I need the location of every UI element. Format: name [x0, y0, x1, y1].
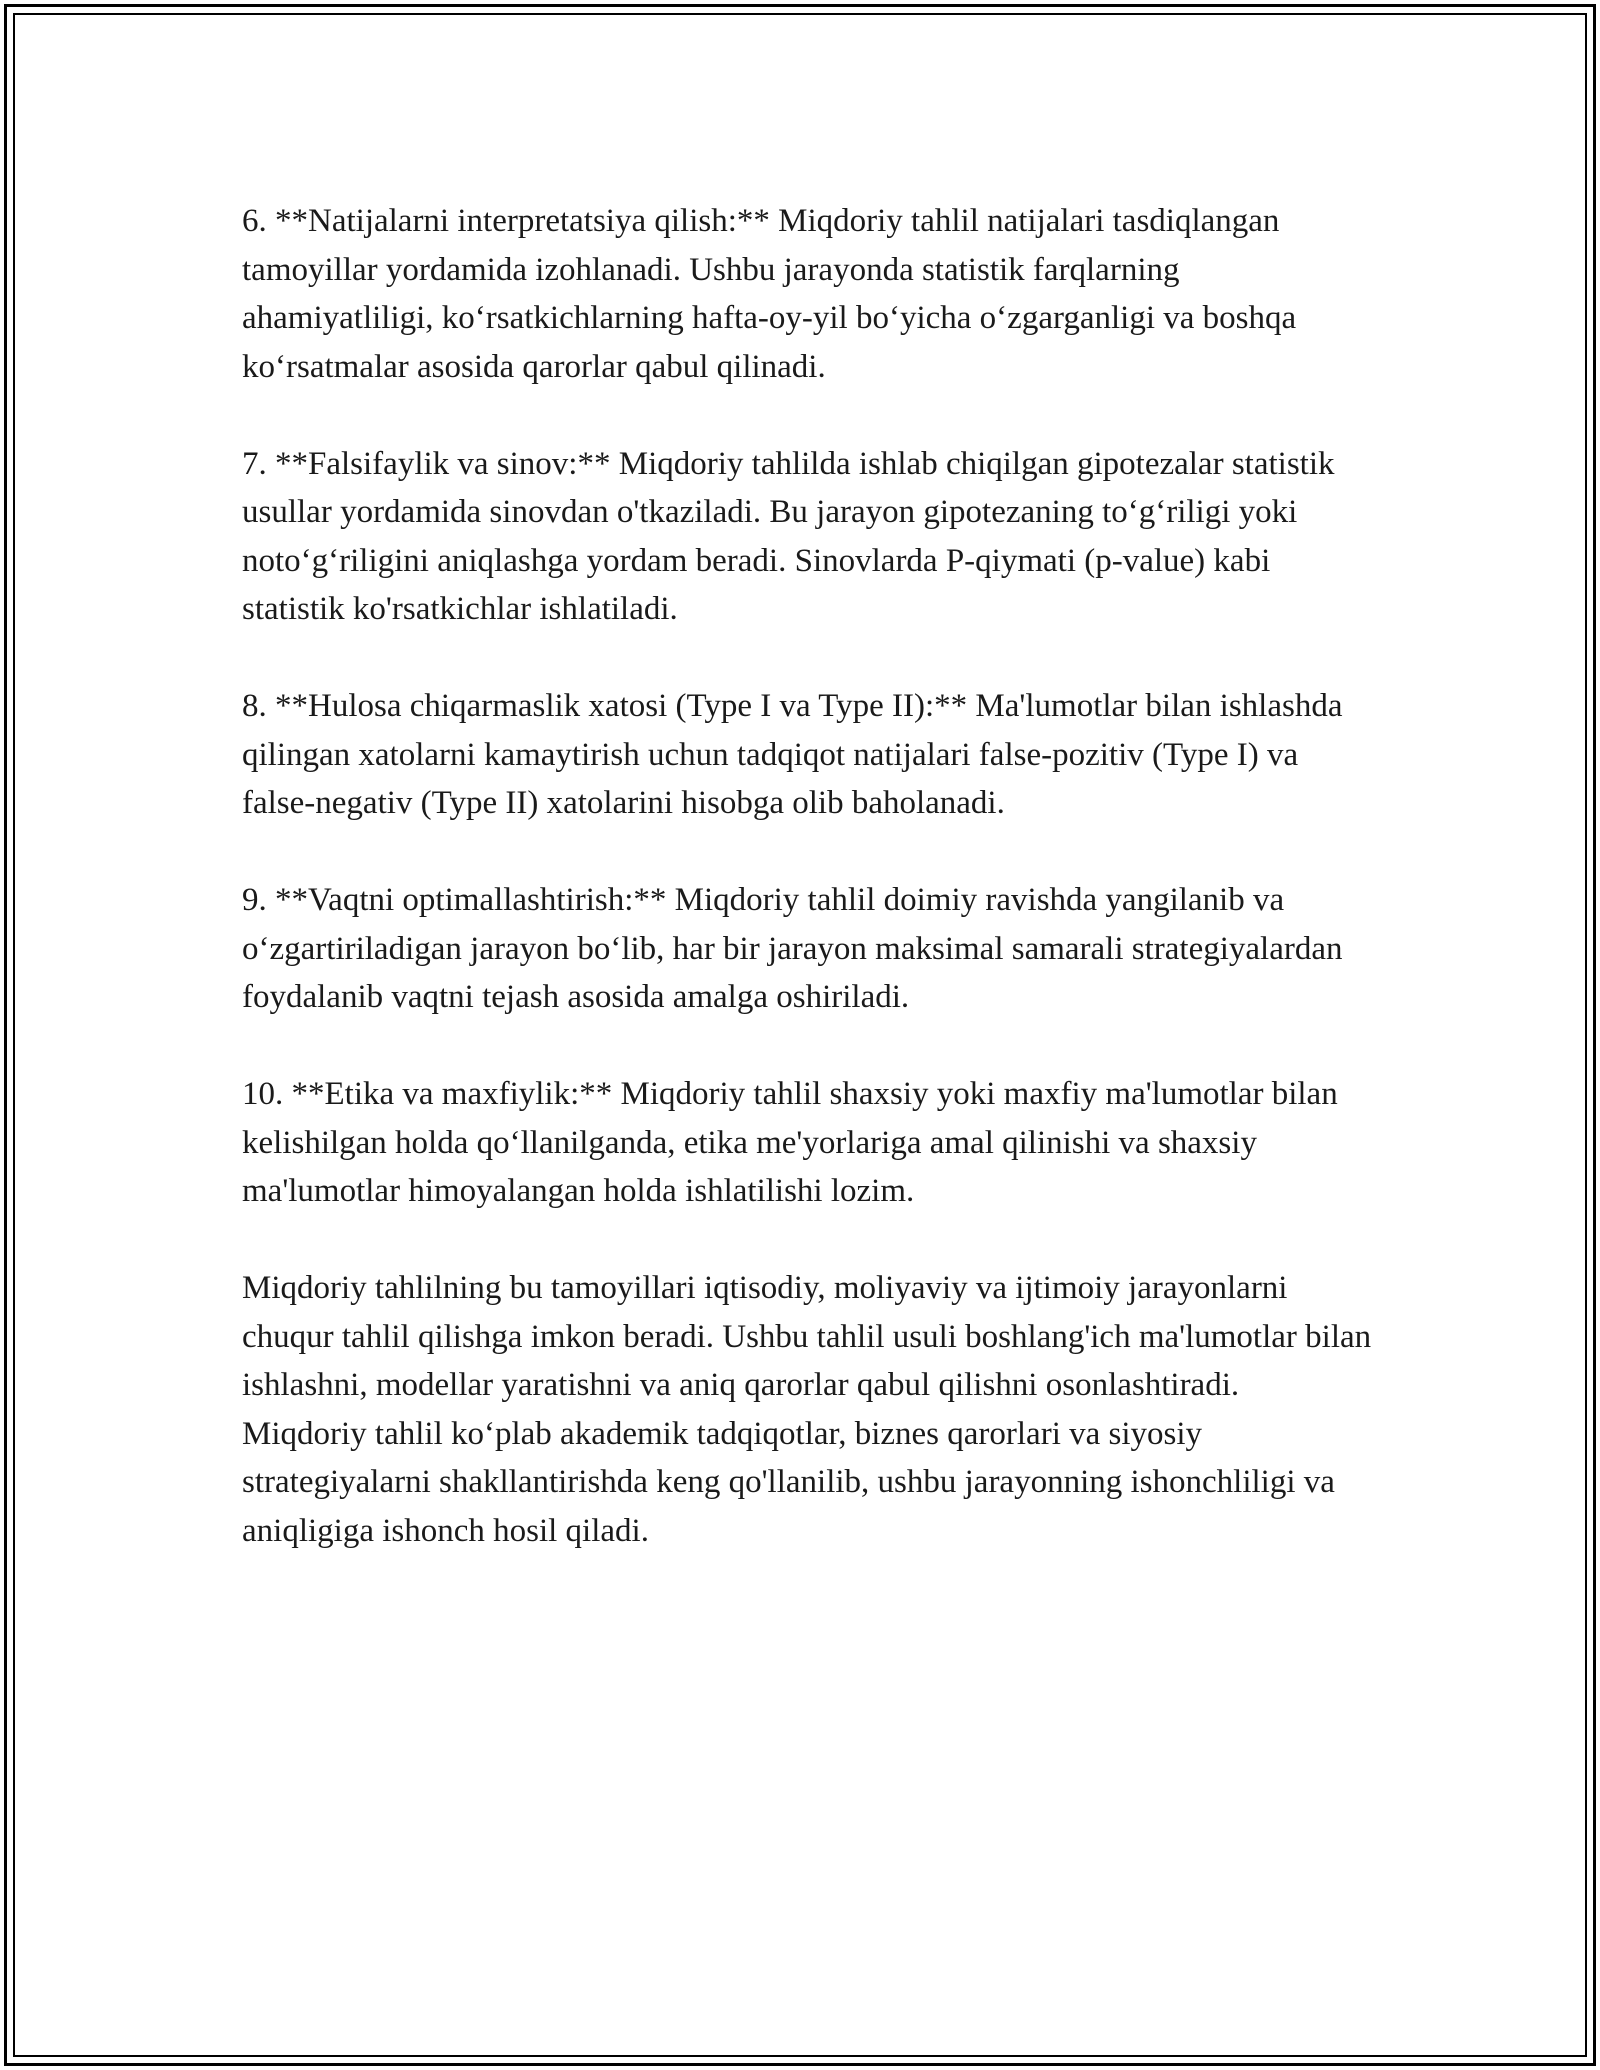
paragraph-item-6: 6. **Natijalarni interpretatsiya qilish:** Miqdoriy tahlil natijalari tasdiqlangan tamoyillar yordamida izohlanadi. Ushbu jarayonda statistik farqlarning ahamiyatliligi, ko‘rsatkichlarning hafta-oy-yil bo‘yicha o‘zgarganligi va boshqa ko‘rsatmalar asosida qarorlar qabul qilinadi.: [242, 203, 1297, 385]
paragraph-item-7: 7. **Falsifaylik va sinov:** Miqdoriy tahlilda ishlab chiqilgan gipotezalar statistik usullar yordamida sinovdan o'tkaziladi. Bu jarayon gipotezaning to‘g‘riligi yoki noto‘g‘riligini aniqlashga yordam beradi. Sinovlarda P-qiymati (p-value) kabi statistik ko'rsatkichlar ishlatiladi.: [242, 445, 1335, 627]
document-page: [4, 4, 1596, 2066]
document-body: [242, 197, 1372, 1604]
paragraph-conclusion: Miqdoriy tahlilning bu tamoyillari iqtisodiy, moliyaviy va ijtimoiy jarayonlarni chuqur tahlil qilishga imkon beradi. Ushbu tahlil usuli boshlang'ich ma'lumotlar bilan ishlashni, modellar yaratishni va aniq qarorlar qabul qilishni osonlashtiradi. Miqdoriy tahlil ko‘plab akademik tadqiqotlar, biznes qarorlari va siyosiy strategiyalarni shakllantirishda keng qo'llanilib, ushbu jarayonning ishonchliligi va aniqligiga ishonch hosil qiladi.: [242, 1270, 1372, 1549]
paragraph-item-8: 8. **Hulosa chiqarmaslik xatosi (Type I va Type II):** Ma'lumotlar bilan ishlashda qilingan xatolarni kamaytirish uchun tadqiqot natijalari false-pozitiv (Type I) va false-negativ (Type II) xatolarini hisobga olib baholanadi.: [242, 688, 1343, 821]
paragraph-item-9: 9. **Vaqtni optimallashtirish:** Miqdoriy tahlil doimiy ravishda yangilanib va o‘zgartiriladigan jarayon bo‘lib, har bir jarayon maksimal samarali strategiyalardan foydalanib vaqtni tejash asosida amalga oshiriladi.: [242, 882, 1343, 1015]
paragraph-item-10: 10. **Etika va maxfiylik:** Miqdoriy tahlil shaxsiy yoki maxfiy ma'lumotlar bilan kelishilgan holda qo‘llanilganda, etika me'yorlariga amal qilinishi va shaxsiy ma'lumotlar himoyalangan holda ishlatilishi lozim.: [242, 1076, 1338, 1209]
